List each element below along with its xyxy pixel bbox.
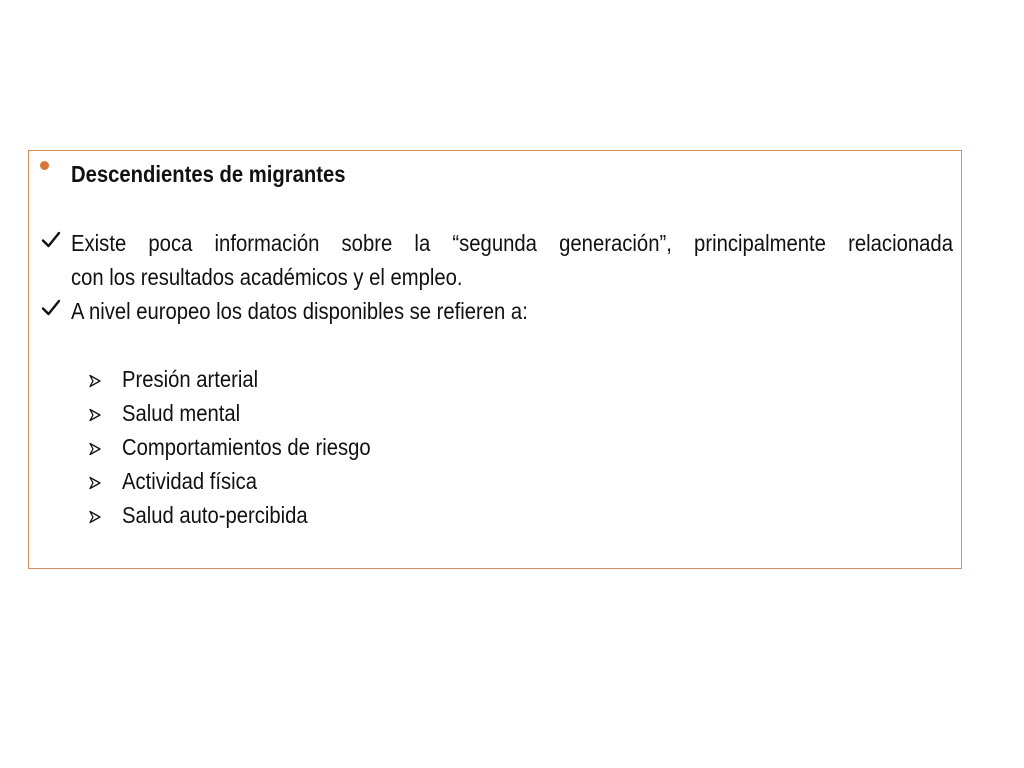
checkmark-icon — [41, 298, 61, 318]
arrowhead-icon — [88, 408, 102, 422]
subitem: Salud auto-percibida — [122, 502, 308, 528]
bullet-dot-icon — [40, 161, 49, 170]
subitem: Presión arterial — [122, 366, 259, 392]
subitem: Actividad física — [122, 468, 257, 494]
arrowhead-icon — [88, 510, 102, 524]
arrowhead-icon — [88, 442, 102, 456]
point-1-line-1: Existe poca información sobre la “segunda generación”, principalmente relacionada — [71, 230, 953, 256]
section-heading: Descendientes de migrantes — [71, 161, 346, 187]
point-2-line-1: A nivel europeo los datos disponibles se refieren a: — [71, 298, 528, 324]
point-1-line-2: con los resultados académicos y el empleo. — [71, 264, 463, 290]
checkmark-icon — [41, 230, 61, 250]
subitem: Comportamientos de riesgo — [122, 434, 371, 460]
subitem: Salud mental — [122, 400, 241, 426]
arrowhead-icon — [88, 476, 102, 490]
arrowhead-icon — [88, 374, 102, 388]
